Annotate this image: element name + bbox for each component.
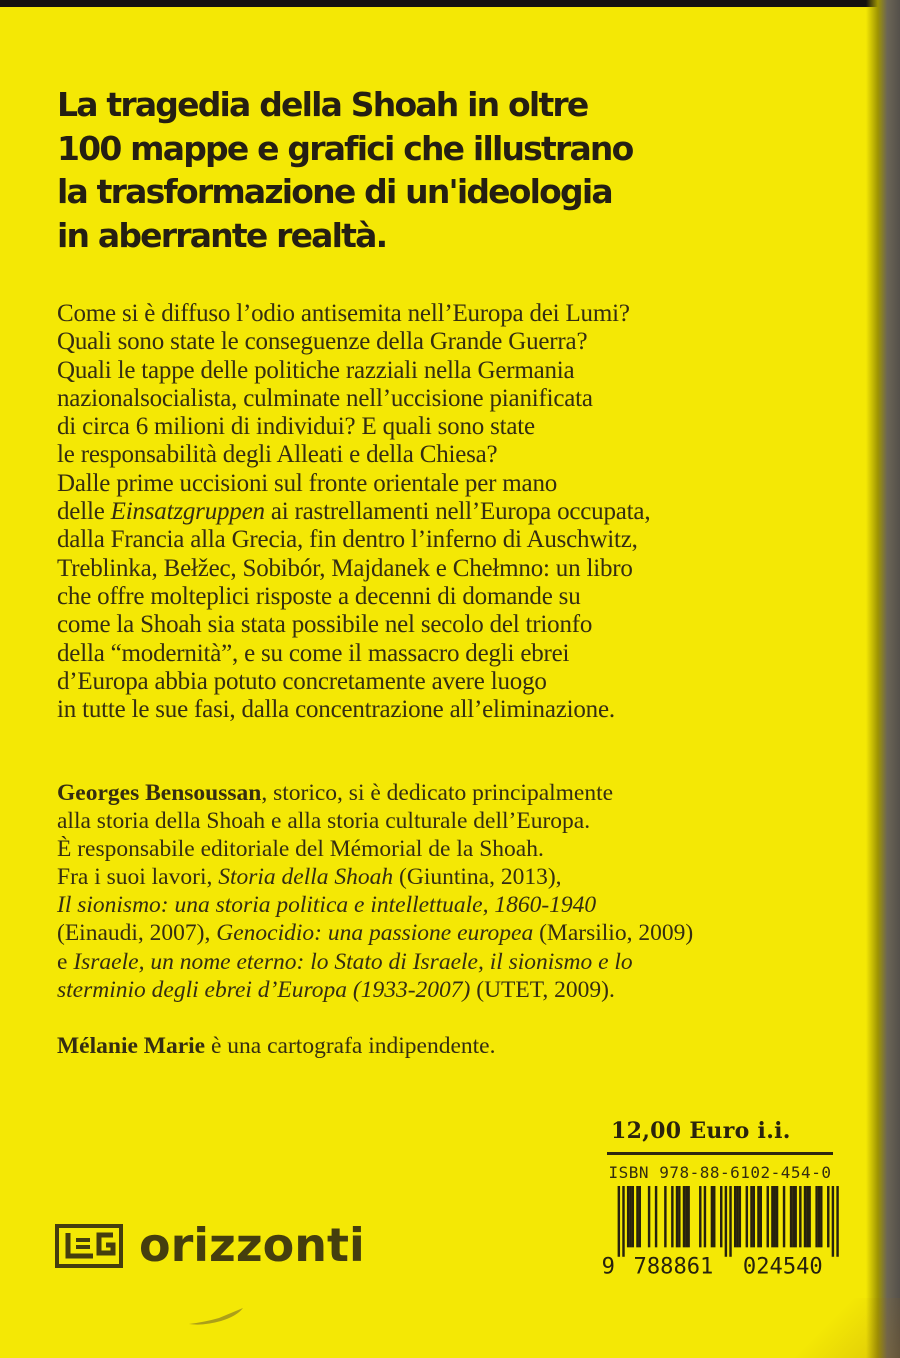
- author-bio: [57, 779, 787, 1004]
- text-line: Quali sono state le conseguenze della Grande Guerra?: [57, 328, 588, 356]
- text-line: Mélanie Marie è una cartografa indipendente.: [57, 1033, 496, 1059]
- scan-edge-right: [866, 0, 900, 1358]
- cartographer-bio: [57, 1032, 657, 1060]
- text-line: come la Shoah sia stata possibile nel secolo del trionfo: [57, 611, 593, 639]
- synopsis-paragraph: [57, 300, 757, 724]
- text-line: e Israele, un nome eterno: lo Stato di Israele, il sionismo e lo: [57, 948, 633, 975]
- headline: [57, 83, 697, 257]
- text-line: d’Europa abbia potuto concretamente avere luogo: [57, 667, 547, 695]
- text-line: delle Einsatzgruppen ai rastrellamenti nell’Europa occupata,: [57, 498, 651, 526]
- text-line: 100 mappe e grafici che illustrano: [57, 128, 633, 168]
- text-line: le responsabilità degli Alleati e della Chiesa?: [57, 441, 498, 469]
- price-underline: [607, 1152, 833, 1155]
- svg-text:024540: 024540: [742, 1253, 823, 1278]
- text-line: Quali le tappe delle politiche razziali nella Germania: [57, 356, 575, 384]
- text-line: in tutte le sue fasi, dalla concentrazione all’eliminazione.: [57, 696, 615, 724]
- leg-publisher-logo-icon: [55, 1224, 123, 1268]
- scan-shadow-corner: [780, 1298, 900, 1358]
- text-line: Dalle prime uccisioni sul fronte orientale per mano: [57, 469, 558, 497]
- series-name-clipped: [139, 1226, 399, 1263]
- text-line: di circa 6 milioni di individui? E quali sono state: [57, 413, 535, 441]
- text-line: dalla Francia alla Grecia, fin dentro l’inferno di Auschwitz,: [57, 526, 638, 554]
- isbn-text: ISBN 978-88-6102-454-0: [608, 1163, 832, 1182]
- text-line: sterminio degli ebrei d’Europa (1933-2007) (UTET, 2009).: [57, 976, 615, 1003]
- ean-barcode: [599, 1186, 841, 1278]
- text-line: alla storia della Shoah e alla storia culturale dell’Europa.: [57, 808, 591, 835]
- text-line: Il sionismo: una storia politica e intellettuale, 1860-1940: [57, 892, 597, 919]
- text-line: Come si è diffuso l’odio antisemita nell’Europa dei Lumi?: [57, 300, 630, 327]
- text-line: (Einaudi, 2007), Genocidio: una passione europea (Marsilio, 2009): [57, 920, 694, 947]
- svg-text:9: 9: [601, 1253, 615, 1278]
- text-line: che offre molteplici risposte a decenni di domande su: [57, 582, 581, 610]
- svg-text:788861: 788861: [633, 1253, 714, 1278]
- text-line: della “modernità”, e su come il massacro degli ebrei: [57, 639, 570, 667]
- scratch-mark: [185, 1298, 265, 1330]
- text-line: Georges Bensoussan, storico, si è dedicato principalmente: [57, 780, 614, 806]
- text-line: La tragedia della Shoah in oltre: [57, 85, 588, 124]
- text-line: Treblinka, Bełžec, Sobibór, Majdanek e Chełmno: un libro: [57, 554, 633, 582]
- text-line: in aberrante realtà.: [57, 215, 387, 255]
- price-label: 12,00 Euro i.i.: [611, 1118, 791, 1144]
- scan-edge-top: [0, 0, 900, 7]
- text-line: Fra i suoi lavori, Storia della Shoah (Giuntina, 2013),: [57, 864, 562, 891]
- series-name: orizzonti: [139, 1226, 365, 1263]
- text-line: nazionalsocialista, culminate nell’uccisione pianificata: [57, 384, 593, 412]
- text-line: È responsabile editoriale del Mémorial de la Shoah.: [57, 836, 544, 863]
- text-line: la trasformazione di un'ideologia: [57, 172, 612, 211]
